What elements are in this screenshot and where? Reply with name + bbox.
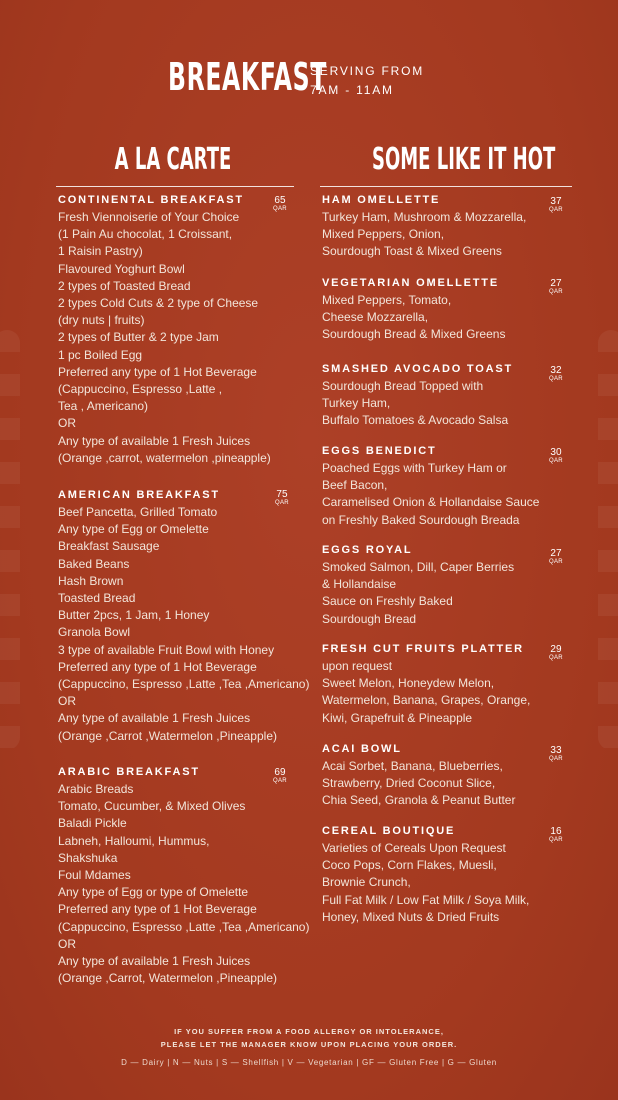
menu-item-vegetarian-omelette [322,275,505,344]
description-line: (Cappuccino, Espresso ,Latte , [58,382,223,397]
item-name: EGGS BENEDICT [322,445,437,457]
description-line: Arabic Breads [58,782,134,796]
section-divider-left [56,186,294,187]
description-line: Caramelised Onion & Hollandaise Sauce [322,495,540,510]
description-line: Chia Seed, Granola & Peanut Butter [322,793,516,808]
serving-hours [310,62,424,100]
description-line: Sourdough Bread & Mixed Greens [322,327,506,342]
item-description [322,209,526,261]
description-line: Coco Pops, Corn Flakes, Muesli, [322,858,497,873]
description-line: Brownie Crunch, [322,875,411,890]
section-divider-right [320,186,572,187]
description-line: Poached Eggs with Turkey Ham or [322,461,507,475]
description-line: Any type of Egg or type of Omelette [58,885,249,900]
description-line: Labneh, Halloumi, Hummus, [58,833,210,848]
price-currency: QAR [549,559,563,565]
description-line: (Orange ,Carrot, Watermelon ,Pineapple) [58,971,277,986]
item-description [58,781,309,987]
price-currency: QAR [273,206,287,212]
description-line: Sourdough Bread Topped with [322,379,484,393]
description-line: Turkey Ham, [322,396,391,411]
item-price [549,548,563,566]
price-value: 29 [550,644,562,655]
description-line: Baked Beans [58,556,130,571]
description-line: Breakfast Sausage [58,539,160,554]
price-currency: QAR [549,289,563,295]
price-currency: QAR [273,778,287,784]
description-line: (Orange ,carrot, watermelon ,pineapple) [58,450,271,465]
item-description [58,209,271,467]
description-line: Tea , Americano) [58,399,149,414]
description-line: Hash Brown [58,573,124,588]
item-price [275,489,289,507]
price-value: 37 [550,196,562,207]
item-name: AMERICAN BREAKFAST [58,489,220,501]
price-currency: QAR [549,655,563,661]
price-value: 65 [274,195,286,206]
description-line: 2 types of Toasted Bread [58,278,191,293]
description-line: on Freshly Baked Sourdough Breada [322,512,520,527]
description-line: 2 types of Butter & 2 type Jam [58,330,219,345]
description-line: (Cappuccino, Espresso ,Latte ,Tea ,Americano) [58,919,310,934]
section-title-some-like-it-hot: SOME LIKE IT HOT [372,142,556,177]
description-line: Strawberry, Dried Coconut Slice, [322,776,496,791]
description-line: Acai Sorbet, Banana, Blueberries, [322,759,503,773]
menu-item-arabic-breakfast [58,764,309,987]
allergy-notice-line-2: PLEASE LET THE MANAGER KNOW UPON PLACING YOUR ORDER. [160,1039,458,1049]
description-line: Baladi Pickle [58,816,127,831]
item-name: FRESH CUT FRUITS PLATTER [322,643,524,655]
description-line: Smoked Salmon, Dill, Caper Berries [322,560,515,574]
description-line: Buffalo Tomatoes & Avocado Salsa [322,413,509,428]
item-description [322,460,539,529]
description-line: Mixed Peppers, Tomato, [322,293,452,307]
description-line: Toasted Bread [58,591,136,606]
description-line: Preferred any type of 1 Hot Beverage [58,902,257,917]
description-line: Turkey Ham, Mushroom & Mozzarella, [322,210,527,224]
item-price [273,767,287,785]
description-line: Kiwi, Grapefruit & Pineapple [322,710,473,725]
menu-item-smashed-avocado-toast [322,361,513,430]
menu-item-acai-bowl [322,741,515,810]
description-line: Granola Bowl [58,625,131,640]
description-line: 1 Raisin Pastry) [58,244,143,259]
serving-label: SERVING FROM [310,64,425,78]
item-price [549,644,563,662]
item-name: CEREAL BOUTIQUE [322,825,456,837]
item-name: VEGETARIAN OMELLETTE [322,277,499,289]
menu-item-fresh-cut-fruits-platter [322,641,530,727]
price-value: 16 [550,826,562,837]
price-currency: QAR [275,500,289,506]
price-value: 30 [550,447,562,458]
menu-item-ham-omelette [322,192,526,261]
description-line: OR [58,694,76,709]
description-line: (Orange ,Carrot ,Watermelon ,Pineapple) [58,728,277,743]
description-line: (dry nuts | fruits) [58,313,145,328]
item-description [322,292,505,344]
dietary-legend: D — Dairy | N — Nuts | S — Shellfish | V — Vegetarian | GF — Gluten Free | G — Gluten [121,1058,497,1067]
price-currency: QAR [549,376,563,382]
description-line: Cheese Mozzarella, [322,310,429,325]
item-price [549,826,563,844]
description-line: Foul Mdames [58,868,131,883]
description-line: OR [58,416,76,431]
item-name: HAM OMELLETTE [322,194,441,206]
menu-item-american-breakfast [58,487,309,745]
description-line: Any type of available 1 Fresh Juices [58,433,251,448]
price-value: 27 [550,548,562,559]
item-description [322,658,530,727]
menu-item-cereal-boutique [322,823,529,926]
description-line: 3 type of available Fruit Bowl with Honey [58,642,275,657]
menu-title: BREAKFAST [168,55,327,99]
item-description [58,504,309,745]
item-description [322,840,529,926]
description-line: Shakshuka [58,850,118,865]
item-description [322,378,513,430]
menu-item-continental-breakfast [58,192,271,467]
description-line: Sourdough Bread [322,611,417,626]
allergy-notice-line-1: IF YOU SUFFER FROM A FOOD ALLERGY OR INTOLERANCE, [174,1027,444,1036]
description-line: 1 pc Boiled Egg [58,347,143,362]
item-price [549,745,563,763]
price-value: 75 [276,489,288,500]
item-price [273,195,287,213]
description-line: Flavoured Yoghurt Bowl [58,261,185,276]
description-line: Sourdough Toast & Mixed Greens [322,244,502,259]
description-line: Varieties of Cereals Upon Request [322,841,506,855]
item-name: ARABIC BREAKFAST [58,766,200,778]
price-value: 27 [550,278,562,289]
menu-item-eggs-benedict [322,443,539,529]
item-price [549,447,563,465]
price-currency: QAR [549,207,563,213]
section-title-a-la-carte: A LA CARTE [114,142,232,177]
item-name: CONTINENTAL BREAKFAST [58,194,244,206]
description-line: Beef Bacon, [322,478,388,493]
description-line: Butter 2pcs, 1 Jam, 1 Honey [58,608,210,623]
price-currency: QAR [549,837,563,843]
item-name: SMASHED AVOCADO TOAST [322,363,513,375]
decorative-pattern-left [0,330,20,750]
description-line: 2 types Cold Cuts & 2 type of Cheese [58,296,259,311]
description-line: Beef Pancetta, Grilled Tomato [58,505,218,519]
description-line: Tomato, Cucumber, & Mixed Olives [58,799,246,814]
description-line: Any type of Egg or Omelette [58,522,209,537]
description-line: Watermelon, Banana, Grapes, Orange, [322,693,531,708]
price-currency: QAR [549,756,563,762]
description-line: (1 Pain Au chocolat, 1 Croissant, [58,227,233,242]
item-price [549,196,563,214]
price-value: 69 [274,767,286,778]
item-price [549,365,563,383]
description-line: & Hollandaise [322,577,397,592]
item-price [549,278,563,296]
description-line: upon request [322,659,393,673]
description-line: OR [58,936,76,951]
description-line: (Cappuccino, Espresso ,Latte ,Tea ,Americano) [58,677,310,692]
description-line: Any type of available 1 Fresh Juices [58,954,251,969]
item-name: ACAI BOWL [322,743,402,755]
menu-item-eggs-royal [322,542,514,628]
item-name: EGGS ROYAL [322,544,413,556]
allergy-footer [0,1026,618,1070]
item-description [322,758,515,810]
price-value: 33 [550,745,562,756]
price-value: 32 [550,365,562,376]
description-line: Sweet Melon, Honeydew Melon, [322,676,495,691]
description-line: Preferred any type of 1 Hot Beverage [58,659,257,674]
description-line: Mixed Peppers, Onion, [322,227,445,242]
description-line: Fresh Viennoiserie of Your Choice [58,210,240,224]
description-line: Any type of available 1 Fresh Juices [58,711,251,726]
item-description [322,559,514,628]
price-currency: QAR [549,458,563,464]
serving-time: 7AM - 11AM [310,83,394,97]
decorative-pattern-right [598,330,618,750]
description-line: Honey, Mixed Nuts & Dried Fruits [322,909,500,924]
description-line: Sauce on Freshly Baked [322,594,453,609]
description-line: Full Fat Milk / Low Fat Milk / Soya Milk, [322,892,530,907]
description-line: Preferred any type of 1 Hot Beverage [58,364,257,379]
